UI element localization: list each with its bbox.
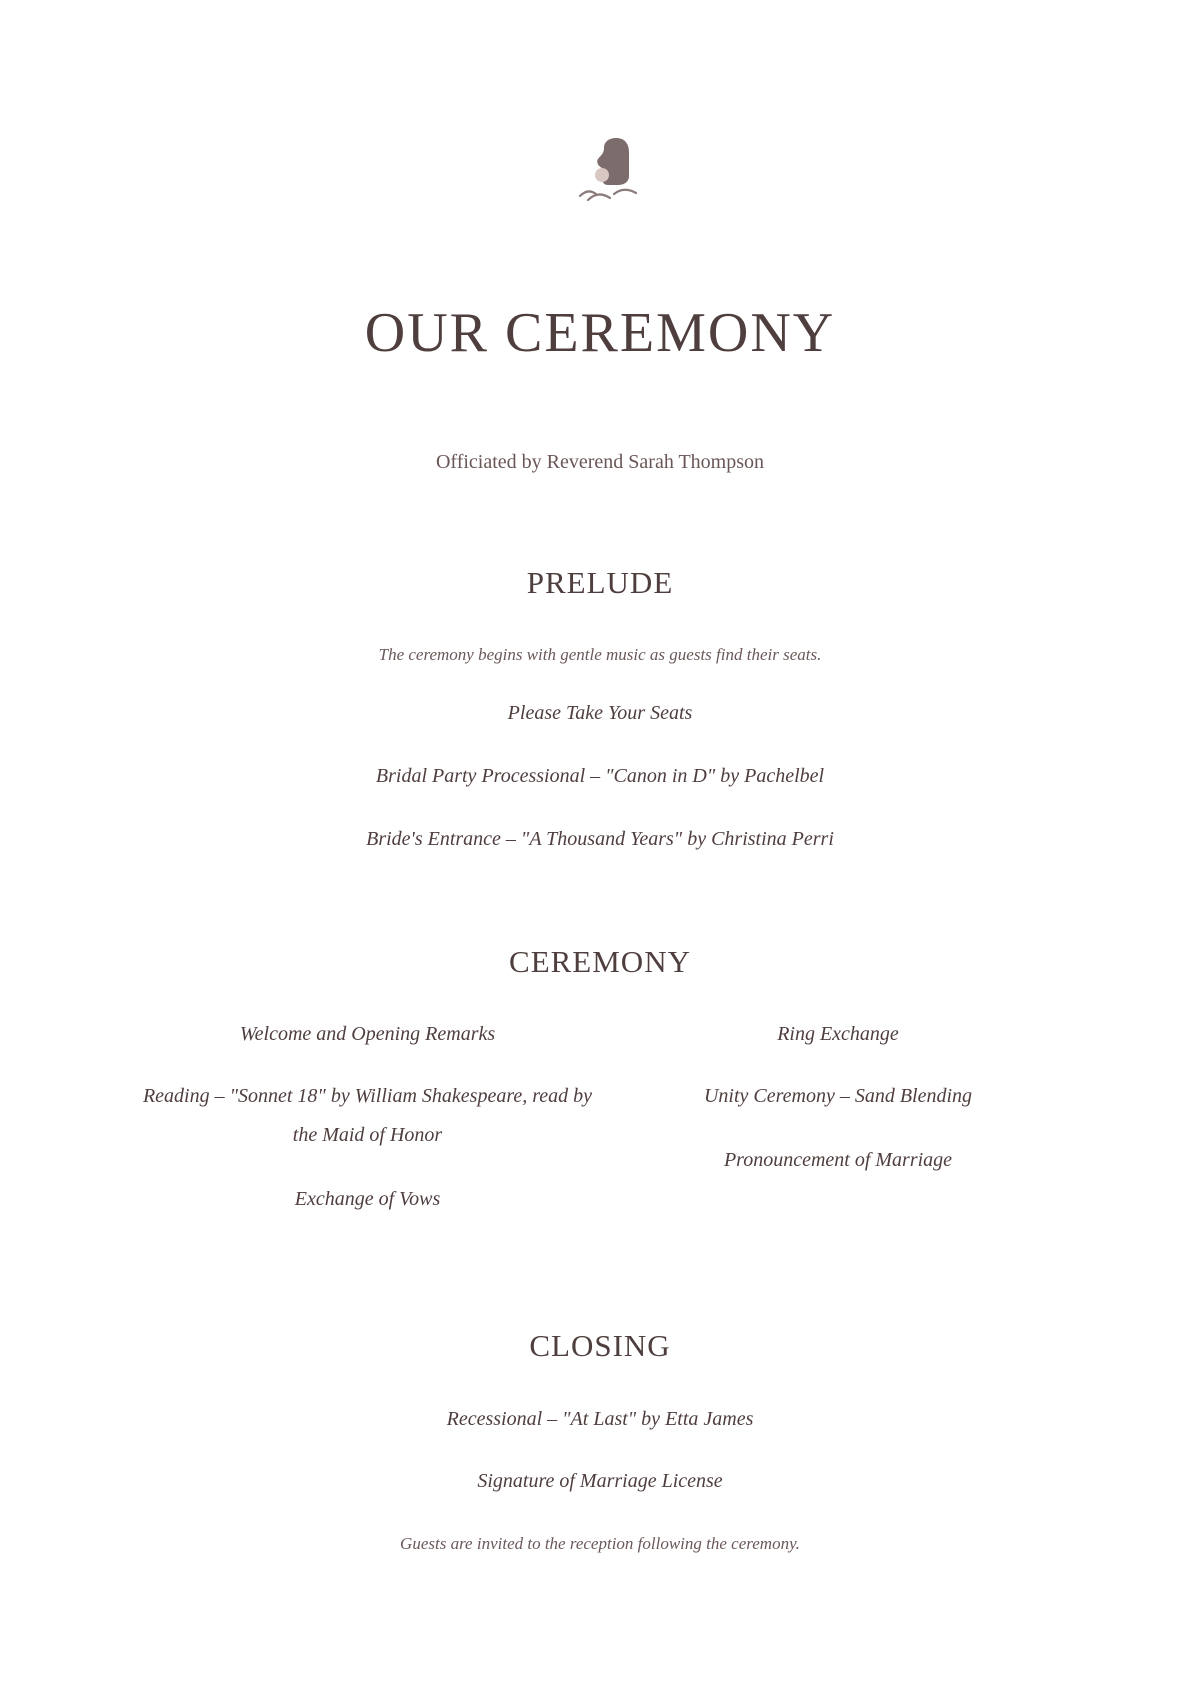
ceremony-heading: CEREMONY — [509, 944, 691, 979]
ceremony-item: Exchange of Vows — [294, 1188, 441, 1210]
ceremony-item: Pronouncement of Marriage — [723, 1149, 953, 1171]
prelude-item: Bride's Entrance – "A Thousand Years" by Christina Perri — [366, 828, 834, 850]
prelude-item: Please Take Your Seats — [507, 702, 693, 724]
closing-item: Signature of Marriage License — [477, 1470, 723, 1492]
ceremony-item: Reading – "Sonnet 18" by William Shakespeare, read by the Maid of Honor — [142, 1085, 593, 1146]
prelude-heading: PRELUDE — [526, 565, 674, 600]
couple-silhouette-icon — [574, 138, 644, 210]
ceremony-item: Ring Exchange — [777, 1023, 899, 1045]
closing-item: Recessional – "At Last" by Etta James — [446, 1408, 754, 1430]
page-title: OUR CEREMONY — [364, 302, 836, 364]
prelude-note: The ceremony begins with gentle music as guests find their seats. — [378, 645, 822, 664]
prelude-item: Bridal Party Processional – "Canon in D" by Pachelbel — [375, 765, 825, 787]
ceremony-item: Unity Ceremony – Sand Blending — [703, 1085, 973, 1107]
officiant-line: Officiated by Reverend Sarah Thompson — [435, 451, 765, 473]
closing-heading: CLOSING — [529, 1328, 671, 1363]
ceremony-item: Welcome and Opening Remarks — [239, 1023, 496, 1045]
closing-note: Guests are invited to the reception following the ceremony. — [400, 1534, 800, 1553]
